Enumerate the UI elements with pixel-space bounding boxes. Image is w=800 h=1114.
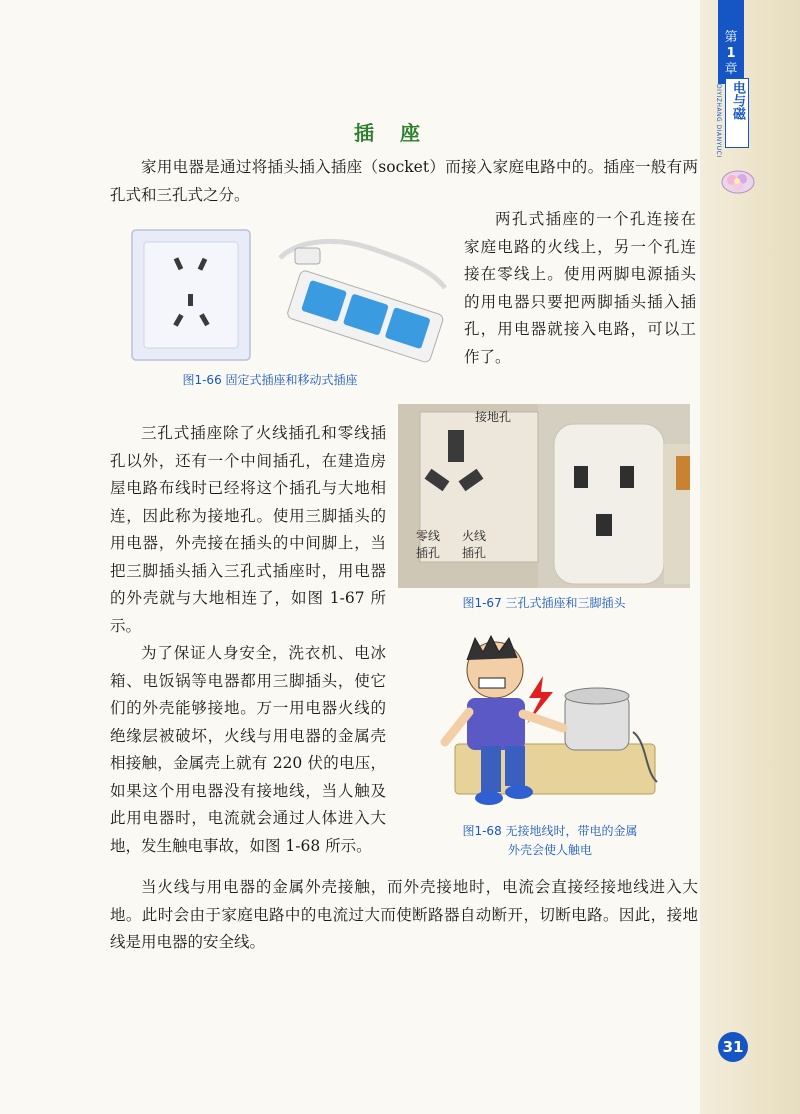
flower-ornament-icon [718, 168, 758, 196]
label-ground-hole: 接地孔 [475, 410, 512, 424]
figure-1-66-caption: 图1-66 固定式插座和移动式插座 [182, 373, 358, 387]
paragraph-conclusion: 当火线与用电器的金属外壳接触，而外壳接地时，电流会直接经接地线进入大地。此时会由于家庭电路中的电流过大而使断路器自动断开，切断电路。因此，接地线是用电器的安全线。 [110, 878, 698, 951]
figure-1-66-sockets [130, 228, 450, 368]
paragraph-safety: 为了保证人身安全，洗衣机、电冰箱、电饭锅等电器都用三脚插头，使它们的外壳能够接地。万一用电器火线的绝缘层被破坏，火线与用电器的金属壳相接触，金属壳上就有 220 伏的电压，如果这个用电器没有接地线，当人触及此用电器时，电流就会通过人体进入大地，发生触电事故，如图 1-68 所示。 [110, 644, 386, 855]
label-neutral-hole [416, 528, 440, 562]
paragraph-intro: 家用电器是通过将插头插入插座（socket）而接入家庭电路中的。插座一般有两孔式和三孔式之分。 [110, 158, 698, 204]
chapter-pinyin: DIYIZHANG DIANYUCI [715, 84, 722, 158]
chapter-number: 1 [726, 46, 736, 61]
label-neutral-line1: 零线 [416, 529, 441, 543]
figure-1-68-electric-shock-illustration [425, 632, 665, 812]
figure-1-68-caption-line1: 图1-68 无接地线时，带电的金属 [462, 824, 638, 838]
chapter-title-text: 电与磁 [730, 81, 745, 120]
paragraph-two-hole: 两孔式插座的一个孔连接在家庭电路的火线上，另一个孔连接在零线上。使用两脚电源插头的用电器只要把两脚插头插入插孔，用电器就接入电路，可以工作了。 [464, 210, 696, 366]
figure-1-68-caption [440, 822, 660, 860]
section-title: 插座 [354, 121, 446, 145]
label-neutral-line2: 插孔 [416, 546, 441, 560]
paragraph-three-hole: 三孔式插座除了火线插孔和零线插孔以外，还有一个中间插孔，在建造房屋电路布线时已经将这个插孔与大地相连，因此称为接地孔。使用三脚插头的用电器，外壳接在插头的中间脚上，当把三脚插头插入三孔式插座时，用电器的外壳就与大地相连了，如图 1-67 所示。 [110, 424, 386, 635]
chapter-label: 第 [724, 30, 738, 45]
label-live-hole [462, 528, 486, 562]
figure-1-67-caption: 图1-67 三孔式插座和三脚插头 [462, 596, 626, 610]
label-live-line2: 插孔 [462, 546, 487, 560]
chapter-suffix: 章 [724, 62, 738, 77]
figure-1-67-photo [398, 404, 690, 588]
figure-1-68-caption-line2: 外壳会使人触电 [507, 843, 592, 857]
page-number: 31 [718, 1032, 748, 1062]
chapter-tab [718, 0, 744, 84]
chapter-title [725, 78, 749, 148]
label-live-line1: 火线 [462, 529, 487, 543]
three-hole-socket-illustration [398, 404, 690, 588]
